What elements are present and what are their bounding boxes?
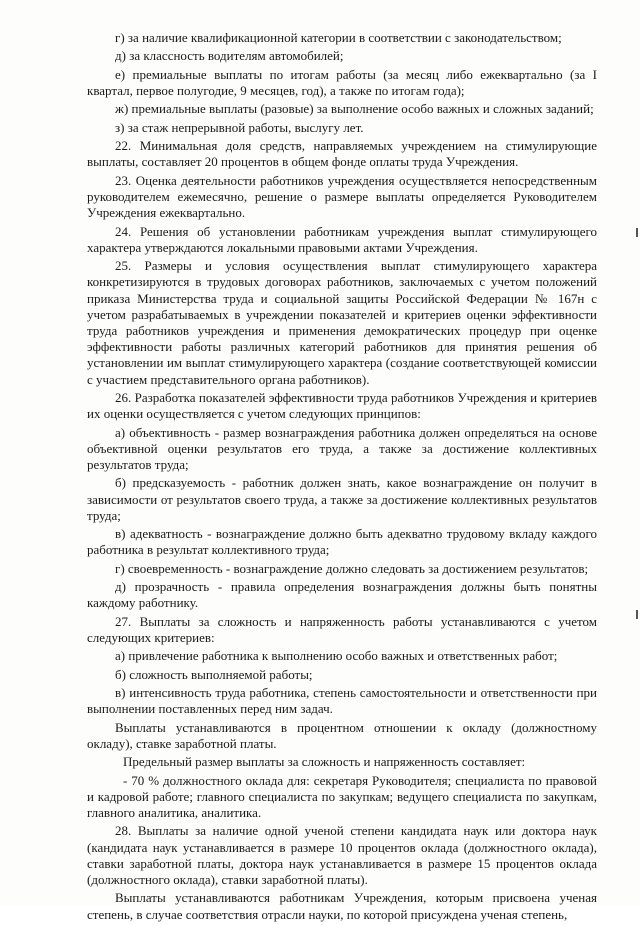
max-payment-70-percent: - 70 % должностного оклада для: секретаря Руководителя; специалиста по правовой и кадровой работе; главного специалиста по закупкам; ведущего специалиста по закупкам, главного аналитика, аналитика.	[87, 772, 597, 821]
clause-27: 27. Выплаты за сложность и напряженность работы устанавливаются с учетом следующих критериев:	[87, 613, 597, 645]
clause-25: 25. Размеры и условия осуществления выплат стимулирующего характера конкретизируются в трудовых договорах работников, заключаемых с учетом положений приказа Министерства труда и социальной защиты Российской Федерации № 167н с учетом разрабатываемых в учреждении показателей и критериев оценки эффективности труда работников учреждения и применения демократических процедур при оценке эффективности работы различных категорий работников для принятия решения об установлении им выплат стимулирующего характера (создание соответствующей комиссии с участием представительного органа работников).	[87, 258, 597, 387]
principle-v-adequacy: в) адекватность - вознаграждение должно быть адекватно трудовому вкладу каждого работника в результат коллективного труда;	[87, 526, 597, 558]
clause-22: 22. Минимальная доля средств, направляемых учреждением на стимулирующие выплаты, составляет 20 процентов в общем фонде оплаты труда Учреждения.	[87, 138, 597, 170]
criterion-v: в) интенсивность труда работника, степень самостоятельности и ответственности при выполнении поставленных перед ним задач.	[87, 685, 597, 717]
list-item-z-seniority: з) за стаж непрерывной работы, выслугу лет.	[115, 119, 364, 135]
principle-d-transparency: д) прозрачность - правила определения вознаграждения должны быть понятны каждому работнику.	[87, 579, 597, 611]
document-body	[87, 30, 597, 925]
criterion-a: а) привлечение работника к выполнению особо важных и ответственных работ;	[115, 648, 558, 664]
max-payment-paragraph: Предельный размер выплаты за сложность и напряженность составляет:	[123, 754, 526, 770]
principle-a-objectivity: а) объективность - размер вознаграждения работника должен определяться на основе объективной оценки результатов его труда, а также за достижение коллективных результатов труда;	[87, 424, 597, 472]
clause-28: 28. Выплаты за наличие одной ученой степени кандидата наук или доктора наук (кандидата наук устанавливается в размере 10 процентов оклада (должностного оклада), ставки заработной платы, доктора наук устанавливается в размере 15 процентов оклада (должностного оклада), ставки заработной платы).	[87, 823, 597, 888]
academic-degree-paragraph: Выплаты устанавливаются работникам Учреждения, которым присвоена ученая степень, в случае соответствия отрасли науки, по которой присуждена ученая степень,	[87, 890, 597, 922]
clause-26: 26. Разработка показателей эффективности труда работников Учреждения и критериев их оценки осуществляется с учетом следующих принципов:	[87, 389, 597, 422]
list-item-d-driver-class: д) за классность водителям автомобилей;	[115, 48, 344, 64]
list-item-e-bonus-periodic: е) премиальные выплаты по итогам работы (за месяц либо ежеквартально (за I квартал, первое полугодие, 9 месяцев, год), а также по итогам года);	[87, 66, 597, 98]
clause-24: 24. Решения об установлении работникам учреждения выплат стимулирующего характера утверждаются локальными правовыми актами Учреждения.	[87, 223, 597, 255]
payments-percent-paragraph: Выплаты устанавливаются в процентном отношении к окладу (должностному окладу), ставке заработной платы.	[87, 719, 597, 751]
principle-g-timeliness: г) своевременность - вознаграждение должно следовать за достижением результатов;	[115, 560, 589, 576]
clause-23: 23. Оценка деятельности работников учреждения осуществляется непосредственным руководителем ежемесячно, решение о размере выплаты определяется Руководителем Учреждения ежеквартально.	[87, 172, 597, 221]
list-item-g-qualification: г) за наличие квалификационной категории в соответствии с законодательством;	[115, 30, 562, 45]
principle-b-predictability: б) предсказуемость - работник должен знать, какое вознаграждение он получит в зависимости от результатов своего труда, а также за достижение коллективных результатов труда;	[87, 475, 597, 523]
list-item-zh-bonus-oneoff: ж) премиальные выплаты (разовые) за выполнение особо важных и сложных заданий;	[115, 101, 594, 117]
scan-edge-mark	[636, 228, 638, 237]
criterion-b: б) сложность выполняемой работы;	[115, 666, 313, 682]
scan-edge-mark	[636, 610, 638, 619]
